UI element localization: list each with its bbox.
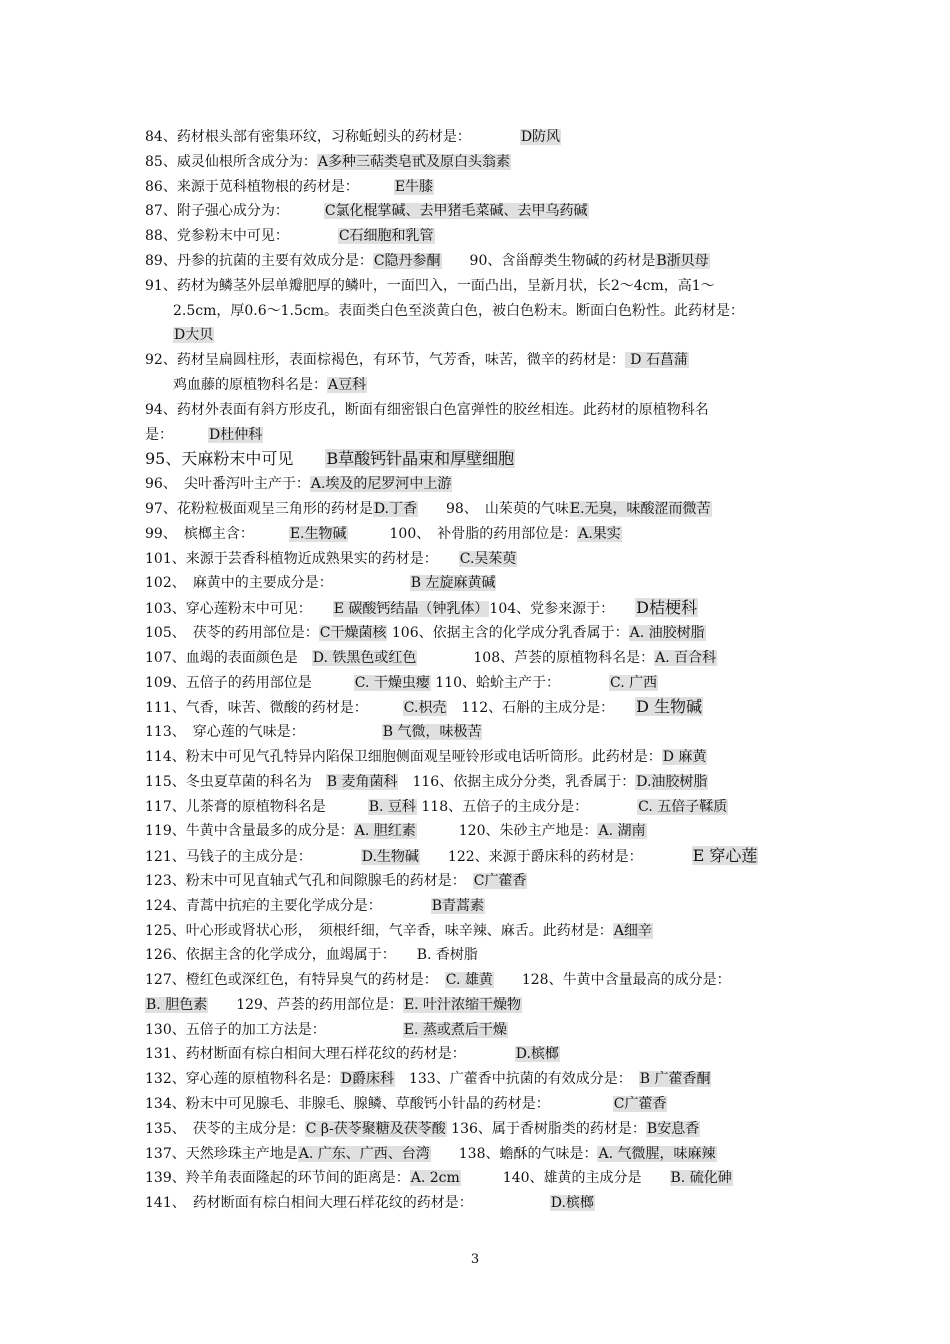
question-text: B. 香树脂 [416, 947, 478, 964]
question-line [145, 299, 810, 324]
answer-text: B青蒿素 [431, 897, 485, 914]
question-text: 127、橙红色或深红色，有特异臭气的药材是： [145, 972, 445, 989]
answer-text: B 气微，味极苦 [382, 724, 482, 741]
question-line [145, 745, 810, 770]
answer-text: C.吴茱萸 [459, 550, 517, 567]
question-line [145, 547, 810, 572]
answer-text: A. 百合科 [655, 649, 717, 666]
question-text: 是： [145, 426, 208, 443]
page-number: 3 [470, 1252, 480, 1267]
question-text: 123、粉末中可见直轴式气孔和间隙腺毛的药材是： [145, 872, 473, 889]
question-line [145, 497, 810, 522]
answer-text: B安息香 [646, 1120, 700, 1137]
question-text: 112、石斛的主成分是： [447, 700, 636, 717]
question-text: 133、广藿香中抗菌的有效成分是： [394, 1071, 639, 1088]
question-text: 95、天麻粉末中可见 [145, 449, 326, 469]
answer-text: D防风 [520, 129, 561, 145]
question-text: 110、蛤蚧主产于： [430, 674, 610, 691]
question-line [145, 795, 810, 820]
question-text: 140、雄黄的主成分是 [460, 1170, 670, 1187]
answer-text: B 麦角菌科 [326, 773, 398, 790]
question-line [145, 472, 810, 497]
question-text: 108、芦荟的原植物科名是： [417, 649, 655, 666]
question-text: 126、依据主含的化学成分，血竭属于： [145, 947, 417, 964]
question-text: 116、依据主成分分类，乳香属于： [398, 773, 636, 790]
question-text: 107、血竭的表面颜色是 [145, 649, 312, 666]
question-line [145, 1042, 810, 1067]
answer-text: C隐丹参酮 [373, 252, 441, 269]
answer-text: B草酸钙针晶束和厚壁细胞 [326, 449, 515, 469]
question-text: 125、叶心形或肾状心形， 须根纤细，气辛香，味辛辣、麻舌。此药材是： [145, 922, 613, 939]
answer-text: D.槟榔 [550, 1195, 594, 1212]
answer-text: C广藿香 [613, 1096, 667, 1113]
question-text: 141、 药材断面有棕白相间大理石样花纹的药材是： [145, 1195, 550, 1212]
question-text: 102、 麻黄中的主要成分是： [145, 575, 410, 592]
answer-text: D 生物碱 [636, 697, 703, 717]
question-line [145, 1018, 810, 1043]
question-text: 119、牛黄中含量最多的成分是： [145, 823, 354, 840]
answer-text: B 广藿香酮 [639, 1071, 711, 1088]
question-text: 109、五倍子的药用部位是 [145, 674, 354, 691]
question-line [145, 447, 810, 472]
question-line [145, 919, 810, 944]
answer-text: D大贝 [174, 327, 214, 344]
answer-text: A. 油胶树脂 [629, 624, 705, 641]
question-line [145, 199, 810, 224]
question-line [145, 373, 810, 398]
answer-text: E 穿心莲 [692, 846, 758, 866]
question-line [145, 621, 810, 646]
answer-text: D爵床科 [340, 1071, 394, 1088]
question-text: 103、穿心莲粉末中可见： [145, 601, 333, 618]
answer-text: A豆科 [328, 376, 367, 393]
answer-text: D杜仲科 [209, 426, 263, 443]
question-text: 113、 穿心莲的气味是： [145, 724, 382, 741]
question-line [145, 1117, 810, 1142]
question-line [145, 646, 810, 671]
answer-text: C β-茯苓聚糖及茯苓酸 [305, 1120, 446, 1137]
question-line [145, 571, 810, 596]
question-text: 130、五倍子的加工方法是： [145, 1021, 403, 1038]
question-line [145, 224, 810, 249]
question-line [145, 968, 810, 993]
answer-text: A多种三萜类皂甙及原白头翁素 [317, 153, 510, 170]
question-line [145, 1142, 810, 1167]
question-text: 96、 尖叶番泻叶主产于： [145, 476, 310, 493]
question-text: 117、儿茶膏的原植物科名是 [145, 798, 368, 815]
question-text: 104、党参来源于： [489, 601, 636, 618]
question-text: 135、 茯苓的主成分是： [145, 1120, 305, 1137]
answer-text: E 碳酸钙结晶（钟乳体） [333, 601, 489, 618]
question-text: 鸡血藤的原植物科名是： [145, 376, 327, 393]
question-line [145, 819, 810, 844]
question-text: 120、朱砂主产地是： [416, 823, 598, 840]
question-line [145, 522, 810, 547]
answer-text: E.无臭，味酸涩而微苦 [569, 500, 711, 517]
question-line [145, 274, 810, 299]
question-text: 94、药材外表面有斜方形皮孔，断面有细密银白色富弹性的胶丝相连。此药材的原植物科名 [145, 401, 709, 418]
question-text: 2.5cm，厚0.6～1.5cm。表面类白色至淡黄白色，被白色粉末。断面白色粉性。此药材是： [145, 302, 745, 319]
answer-text: E.生物碱 [289, 525, 347, 542]
question-text: 124、青蒿中抗疟的主要化学成分是： [145, 897, 431, 914]
question-line [145, 695, 810, 720]
answer-text: E牛膝 [394, 178, 434, 195]
question-text: 97、花粉粒极面观呈三角形的药材是 [145, 500, 373, 517]
question-text: 128、牛黄中含量最高的成分是： [493, 972, 731, 989]
question-text: 90、含甾醇类生物碱的药材是 [441, 252, 656, 269]
question-line [145, 596, 810, 621]
question-line [145, 323, 810, 348]
question-text: 100、 补骨脂的药用部位是： [347, 525, 578, 542]
question-text: 88、党参粉末中可见： [145, 228, 338, 245]
question-line [145, 993, 810, 1018]
answer-text: C. 广西 [610, 674, 658, 691]
answer-text: D.生物碱 [361, 849, 419, 866]
question-line [145, 1166, 810, 1191]
question-line [145, 423, 810, 448]
answer-text: C石细胞和乳管 [338, 228, 434, 245]
question-line [145, 720, 810, 745]
question-text: 115、冬虫夏草菌的科名为 [145, 773, 326, 790]
question-line [145, 249, 810, 274]
question-text: 101、来源于芸香科植物近成熟果实的药材是： [145, 550, 459, 567]
answer-text: B. 硫化砷 [670, 1170, 732, 1187]
question-list [145, 125, 810, 1216]
question-text: 87、附子强心成分为： [145, 203, 324, 220]
question-line [145, 175, 810, 200]
question-text: 105、 茯苓的药用部位是： [145, 624, 319, 641]
question-text: 91、药材为鳞茎外层单瓣肥厚的鳞叶，一面凹入，一面凸出，呈新月状，长2～4cm，高1～ [145, 277, 715, 294]
question-text [145, 327, 173, 343]
answer-text: A. 广东、广西、台湾 [298, 1145, 430, 1162]
question-text: 134、粉末中可见腺毛、非腺毛、腺鳞、草酸钙小针晶的药材是： [145, 1096, 613, 1113]
answer-text: D 麻黄 [662, 748, 707, 765]
answer-text: C广藿香 [473, 872, 527, 889]
question-text: 129、芦荟的药用部位是： [208, 996, 403, 1013]
answer-text: B. 胆色素 [146, 996, 208, 1013]
answer-text: A. 气微腥，味麻辣 [598, 1145, 716, 1162]
question-text: 136、属于香树脂类的药材是： [446, 1120, 646, 1137]
answer-text: C. 雄黄 [445, 972, 493, 989]
answer-text: A.埃及的尼罗河中上游 [310, 476, 452, 493]
question-line [145, 348, 810, 373]
question-line [145, 125, 810, 150]
answer-text: C干燥菌核 [319, 624, 387, 641]
question-text: 138、蟾酥的气味是： [430, 1145, 598, 1162]
answer-text: A. 胆红素 [354, 823, 416, 840]
answer-text: D. 铁黑色或红色 [312, 649, 417, 666]
question-text: 106、依据主含的化学成分乳香属于： [387, 624, 629, 641]
answer-text: A细辛 [613, 922, 652, 939]
question-line [145, 150, 810, 175]
question-text: 132、穿心莲的原植物科名是： [145, 1071, 340, 1088]
question-text: 137、天然珍珠主产地是 [145, 1145, 298, 1162]
answer-text: D桔梗科 [636, 598, 697, 618]
answer-text: A. 2cm [410, 1170, 460, 1187]
question-line [145, 1191, 810, 1216]
question-line [145, 1067, 810, 1092]
question-text: 139、羚羊角表面隆起的环节间的距离是： [145, 1170, 410, 1187]
question-text: 98、 山茱萸的气味 [418, 500, 569, 517]
question-text: 131、药材断面有棕白相间大理石样花纹的药材是： [145, 1046, 515, 1063]
answer-text: B浙贝母 [656, 252, 709, 269]
answer-text: D.油胶树脂 [636, 773, 708, 790]
answer-text: D.槟榔 [515, 1046, 559, 1063]
question-line [145, 398, 810, 423]
question-text: 84、药材根头部有密集环纹，习称蚯蚓头的药材是： [145, 129, 520, 145]
question-line [145, 844, 810, 869]
answer-text: A. 湖南 [598, 823, 646, 840]
question-text: 92、药材呈扁圆柱形，表面棕褐色，有环节，气芳香，味苦，微辛的药材是： [145, 352, 625, 369]
question-line [145, 671, 810, 696]
answer-text: B. 豆科 [368, 798, 416, 815]
question-text: 111、气香，味苦、微酸的药材是： [145, 700, 403, 717]
question-text: 85、威灵仙根所含成分为： [145, 153, 317, 170]
answer-text: C. 干燥虫瘿 [354, 674, 430, 691]
question-text: 86、来源于苋科植物根的药材是： [145, 178, 394, 195]
question-text: 121、马钱子的主成分是： [145, 849, 361, 866]
answer-text: E. 叶汁浓缩干燥物 [403, 996, 522, 1013]
question-text: 89、丹参的抗菌的主要有效成分是： [145, 252, 373, 269]
answer-text: D.丁香 [373, 500, 418, 517]
answer-text: A.果实 [578, 525, 621, 542]
question-line [145, 943, 810, 968]
question-text: 99、 槟榔主含： [145, 525, 289, 542]
answer-text: B 左旋麻黄碱 [410, 575, 496, 592]
answer-text: E. 蒸或煮后干燥 [403, 1021, 507, 1038]
question-line [145, 894, 810, 919]
answer-text: C.枳壳 [403, 700, 447, 717]
answer-text: C氯化棍掌碱、去甲猪毛菜碱、去甲乌药碱 [324, 203, 588, 220]
question-line [145, 869, 810, 894]
answer-text: D 石菖蒲 [625, 352, 688, 369]
answer-text: C. 五倍子鞣质 [638, 798, 728, 815]
question-text: 122、来源于爵床科的药材是： [419, 849, 692, 866]
question-line [145, 1092, 810, 1117]
question-text: 118、五倍子的主成分是： [416, 798, 638, 815]
question-line [145, 770, 810, 795]
question-text: 114、粉末中可见气孔特异内陷保卫细胞侧面观呈哑铃形或电话听筒形。此药材是： [145, 748, 662, 765]
